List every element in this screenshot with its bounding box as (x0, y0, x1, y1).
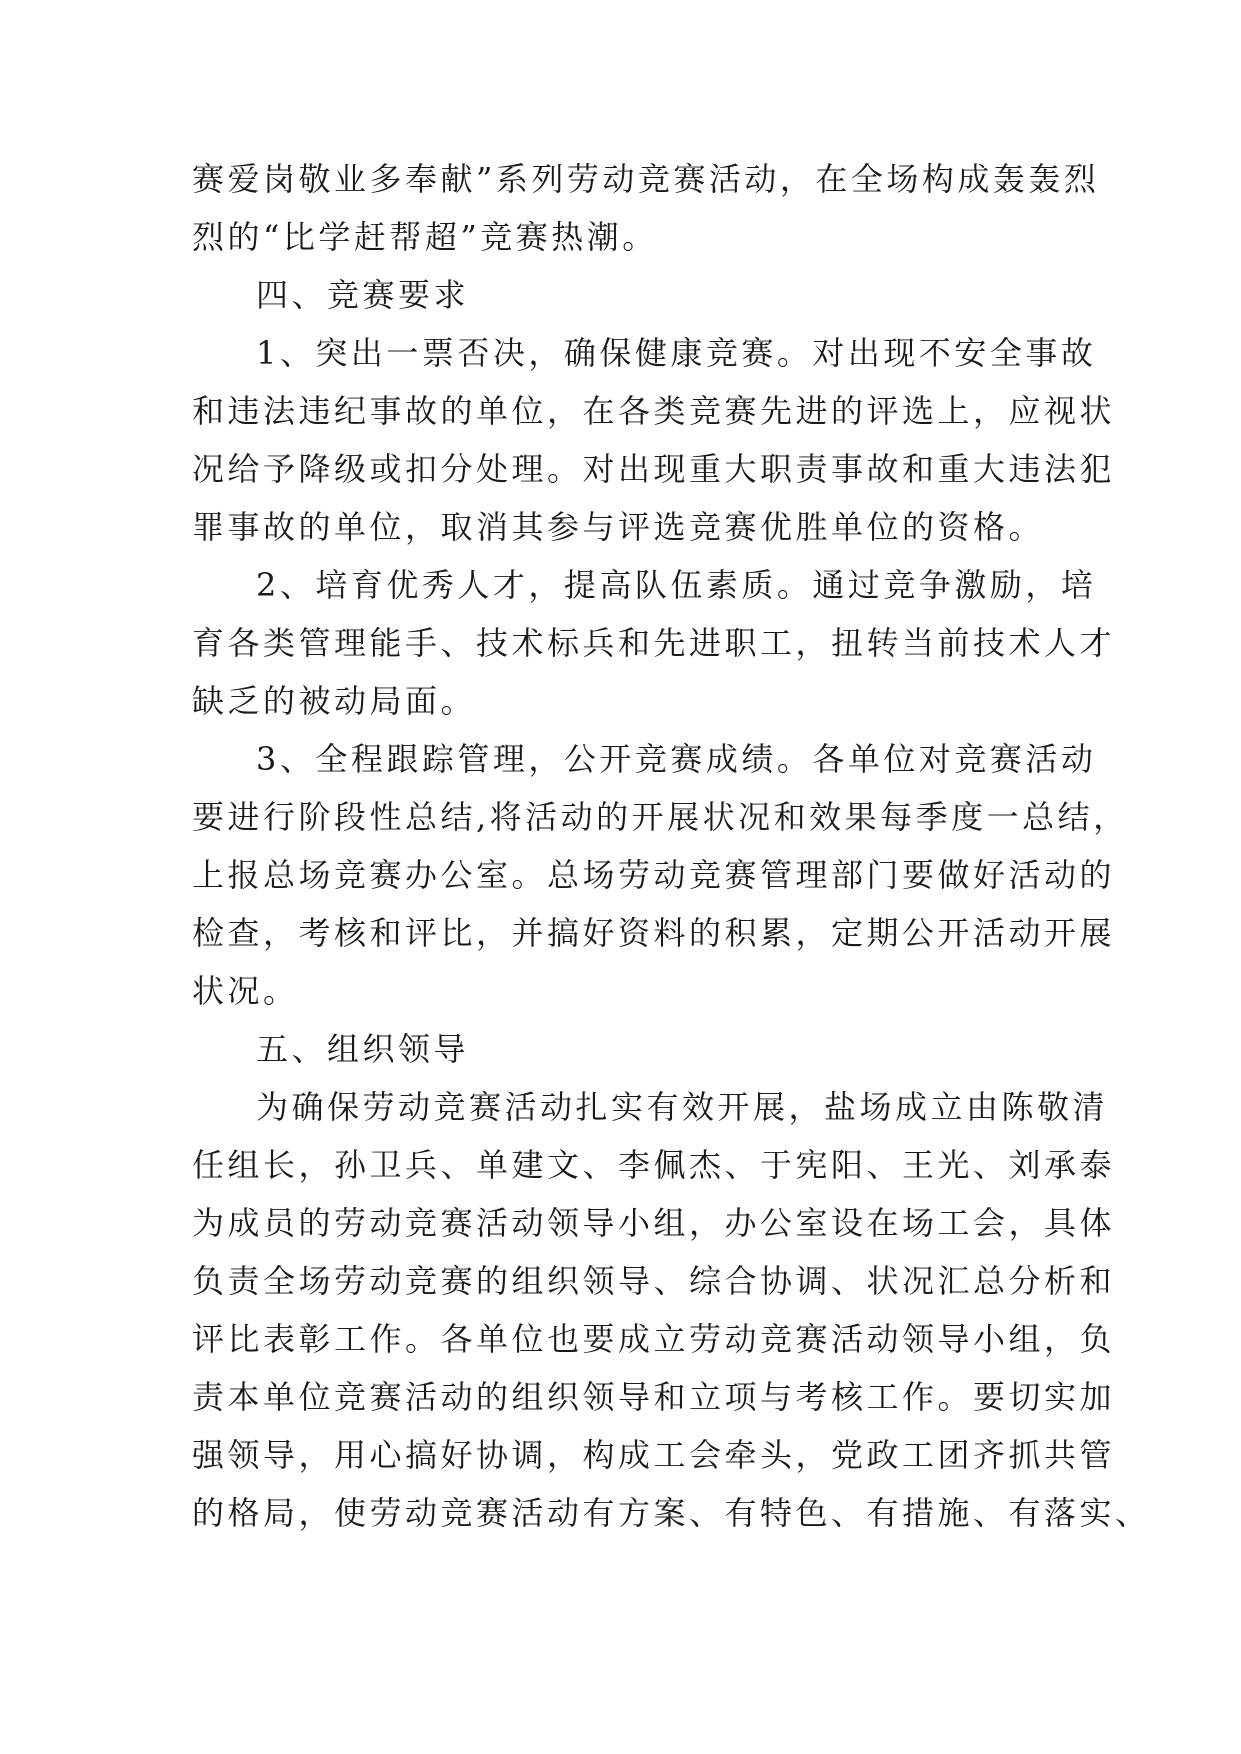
document-body (192, 150, 1151, 1542)
body-line: 育各类管理能手、技术标兵和先进职工，扭转当前技术人才 (192, 624, 1116, 662)
body-line: 负责全场劳动竞赛的组织领导、综合协调、状况汇总分析和 (192, 1262, 1116, 1300)
body-line: 上报总场竞赛办公室。总场劳动竞赛管理部门要做好活动的 (192, 856, 1116, 894)
section-heading: 四、竞赛要求 (256, 276, 470, 314)
body-line: 强领导，用心搞好协调，构成工会牵头，党政工团齐抓共管 (192, 1436, 1116, 1474)
body-line: 赛爱岗敬业多奉献”系列劳动竞赛活动，在全场构成轰轰烈 (192, 160, 1100, 198)
body-line: 任组长，孙卫兵、单建文、李佩杰、于宪阳、王光、刘承泰 (192, 1146, 1116, 1184)
body-line: 为成员的劳动竞赛活动领导小组，办公室设在场工会，具体 (192, 1204, 1116, 1242)
body-line: 责本单位竞赛活动的组织领导和立项与考核工作。要切实加 (192, 1378, 1116, 1416)
body-line: 检查，考核和评比，并搞好资料的积累，定期公开活动开展 (192, 914, 1116, 952)
body-line: 评比表彰工作。各单位也要成立劳动竞赛活动领导小组，负 (192, 1320, 1116, 1358)
paragraph-first-line: 2、培育优秀人才，提高队伍素质。通过竞争激励，培 (256, 566, 1097, 604)
paragraph-first-line: 为确保劳动竞赛活动扎实有效开展，盐场成立由陈敬清 (256, 1088, 1109, 1126)
body-line: 况给予降级或扣分处理。对出现重大职责事故和重大违法犯 (192, 450, 1116, 488)
section-heading: 五、组织领导 (256, 1030, 470, 1068)
body-line: 缺乏的被动局面。 (192, 682, 477, 720)
body-line: 烈的“比学赶帮超”竞赛热潮。 (192, 218, 658, 256)
paragraph-first-line: 1、突出一票否决，确保健康竞赛。对出现不安全事故 (256, 334, 1097, 372)
body-line: 罪事故的单位，取消其参与评选竞赛优胜单位的资格。 (192, 508, 1045, 546)
body-line: 要进行阶段性总结,将活动的开展状况和效果每季度一总结， (192, 798, 1129, 836)
body-line: 和违法违纪事故的单位，在各类竞赛先进的评选上，应视状 (192, 392, 1116, 430)
body-line: 状况。 (192, 972, 299, 1010)
paragraph-first-line: 3、全程跟踪管理，公开竞赛成绩。各单位对竞赛活动 (256, 740, 1097, 778)
body-line: 的格局，使劳动竞赛活动有方案、有特色、有措施、有落实、 (192, 1494, 1151, 1532)
